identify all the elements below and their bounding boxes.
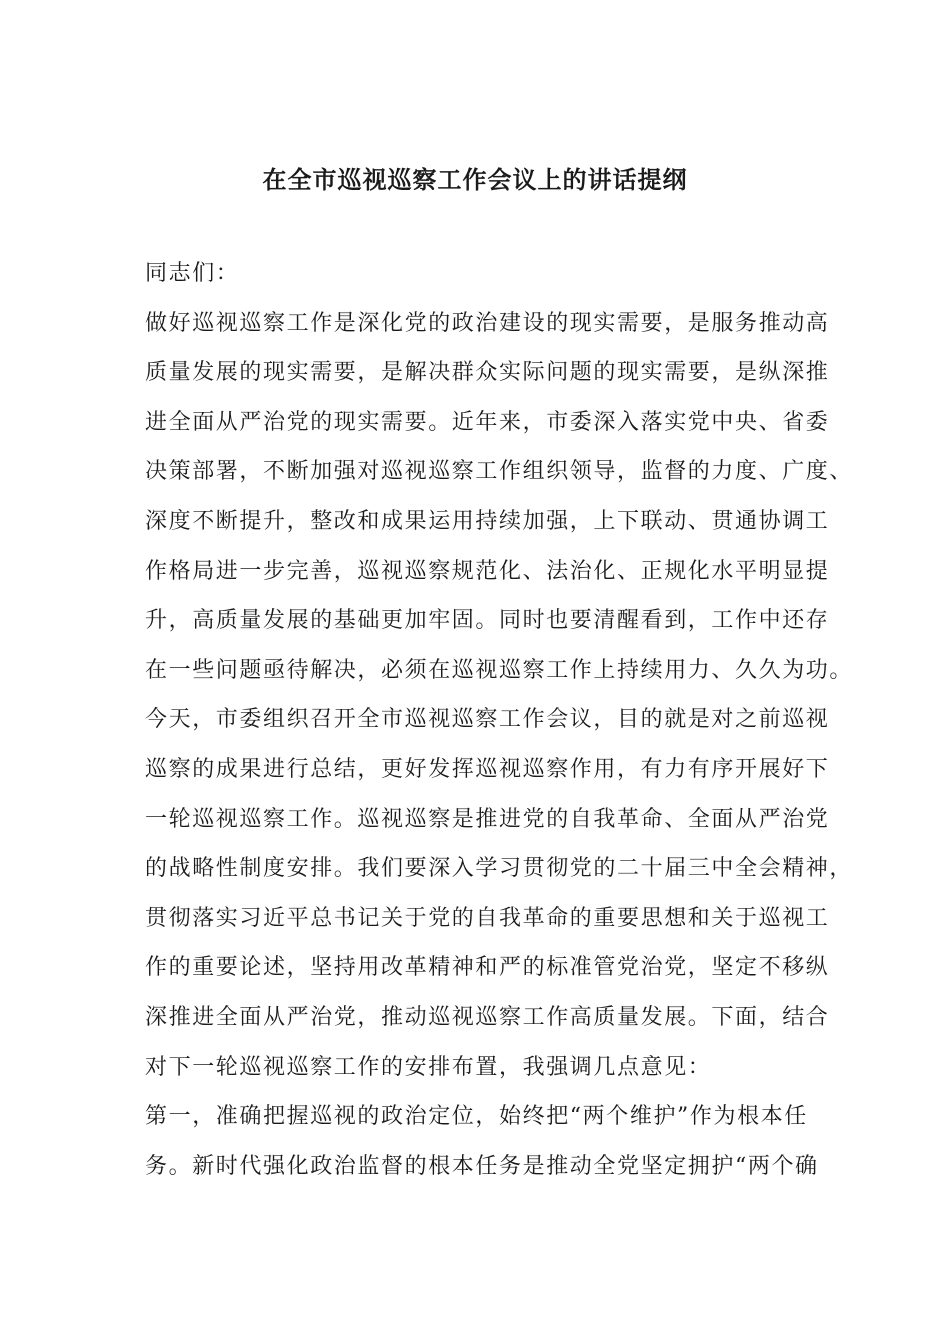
body-text-line: 巡察的成果进行总结，更好发挥巡视巡察作用，有力有序开展好下: [145, 756, 830, 782]
document-body: [145, 249, 854, 1191]
body-text-line: 升，高质量发展的基础更加牢固。同时也要清醒看到，工作中还存: [145, 608, 830, 634]
body-text-line: 深度不断提升，整改和成果运用持续加强，上下联动、贯通协调工: [145, 508, 830, 534]
salutation: 同志们：: [145, 261, 240, 286]
body-text-line: 一轮巡视巡察工作。巡视巡察是推进党的自我革命、全面从严治党: [145, 806, 830, 832]
body-text-line: 务。新时代强化政治监督的根本任务是推动全党坚定拥护“两个确: [145, 1153, 819, 1179]
document-title: 在全市巡视巡察工作会议上的讲话提纲: [262, 165, 688, 194]
body-text-line: 质量发展的现实需要，是解决群众实际问题的现实需要，是纵深推: [145, 360, 830, 386]
body-text-line: 作格局进一步完善，巡视巡察规范化、法治化、正规化水平明显提: [145, 558, 830, 584]
body-text-line: 贯彻落实习近平总书记关于党的自我革命的重要思想和关于巡视工: [145, 905, 830, 931]
body-text-line: 决策部署，不断加强对巡视巡察工作组织领导，监督的力度、广度、: [145, 459, 854, 485]
body-text-line: 深推进全面从严治党，推动巡视巡察工作高质量发展。下面，结合: [145, 1004, 830, 1030]
body-text-line: 做好巡视巡察工作是深化党的政治建设的现实需要，是服务推动高: [145, 310, 830, 336]
body-text-line: 进全面从严治党的现实需要。近年来，市委深入落实党中央、省委: [145, 409, 830, 435]
body-text-line: 作的重要论述，坚持用改革精神和严的标准管党治党，坚定不移纵: [145, 955, 830, 981]
body-text-line: 的战略性制度安排。我们要深入学习贯彻党的二十届三中全会精神，: [145, 856, 854, 882]
body-text-line: 第一，准确把握巡视的政治定位，始终把“两个维护”作为根本任: [145, 1104, 808, 1130]
body-text-line: 今天，市委组织召开全市巡视巡察工作会议，目的就是对之前巡视: [145, 707, 830, 733]
body-text-line: 对下一轮巡视巡察工作的安排布置，我强调几点意见：: [145, 1054, 712, 1080]
body-text-line: 在一些问题亟待解决，必须在巡视巡察工作上持续用力、久久为功。: [145, 657, 854, 683]
